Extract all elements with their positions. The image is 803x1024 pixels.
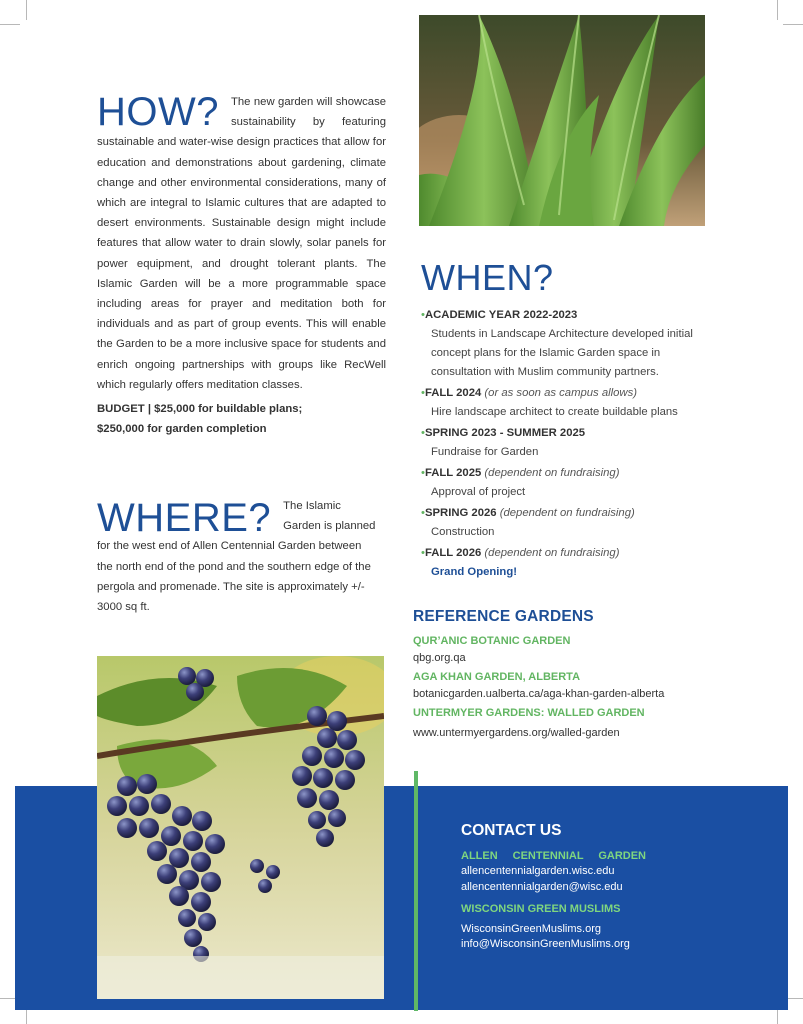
timeline-desc: Students in Landscape Architecture developed initial concept plans for the Islamic Garden space in consultation with Muslim community partners.	[431, 328, 693, 378]
timeline-title: ACADEMIC YEAR 2022-2023	[424, 309, 578, 321]
timeline-item	[421, 504, 711, 542]
contact-org-name: ALLEN CENTENNIAL GARDEN	[461, 849, 646, 862]
when-heading: WHEN?	[421, 257, 554, 298]
timeline-desc: Construction	[431, 526, 495, 538]
timeline-item	[421, 464, 711, 502]
crop-mark	[783, 24, 803, 25]
reference-gardens-heading: REFERENCE GARDENS	[413, 608, 594, 625]
contact-email[interactable]: info@WisconsinGreenMuslims.org	[461, 938, 630, 950]
contact-org-name: WISCONSIN GREEN MUSLIMS	[461, 903, 621, 915]
timeline-note: (or as soon as campus allows)	[484, 387, 637, 399]
contact-section	[461, 823, 646, 953]
crop-mark	[0, 24, 20, 25]
timeline-item	[421, 384, 711, 422]
timeline-title: FALL 2024	[424, 387, 482, 399]
where-section	[97, 496, 377, 617]
timeline-title: FALL 2025	[424, 467, 482, 479]
reference-garden-name: UNTERMYER GARDENS: WALLED GARDEN	[413, 707, 645, 719]
reference-garden-url[interactable]: qbg.org.qa	[413, 652, 466, 664]
contact-heading: CONTACT US	[461, 822, 562, 839]
where-heading: WHERE?	[97, 496, 272, 540]
reference-garden-url[interactable]: www.untermyergardens.org/walled-garden	[413, 727, 620, 739]
timeline-title: SPRING 2023 - SUMMER 2025	[424, 427, 586, 439]
timeline-item	[421, 424, 711, 462]
how-heading: HOW?	[97, 90, 219, 134]
budget-line-1: BUDGET | $25,000 for buildable plans;	[97, 403, 303, 416]
contact-website[interactable]: WisconsinGreenMuslims.org	[461, 922, 601, 935]
timeline-note: (dependent on fundraising)	[484, 547, 620, 559]
timeline-desc: Approval of project	[431, 486, 526, 498]
how-body: The new garden will showcase sustainability by featuring sustainable and water-wise design practices that allow for education and demonstrations about gardening, climate change and other environmental considerations, many of which are integral to Islamic cultures that are adapted to desert environments. Sustainable design might include features that allow water to drain slowly, solar panels for power equipment, and drought tolerant plants. The Islamic Garden will be a more programmable space including areas for prayer and meditation both for individuals and as part of group events. This will enable the Garden to be a more inclusive space for students and enrich ongoing partnerships with groups like RecWell which regularly offers meditation classes.	[97, 96, 386, 391]
bullet-icon: •	[421, 387, 425, 399]
timeline-desc: Hire landscape architect to create buildable plans	[431, 406, 678, 418]
budget-line-2: $250,000 for garden completion	[97, 423, 267, 436]
crop-mark	[777, 0, 778, 20]
contact-website[interactable]: allencentennialgarden.wisc.edu	[461, 865, 615, 877]
reference-garden-name: AGA KHAN GARDEN, ALBERTA	[413, 671, 581, 683]
reference-garden-name: QUR’ANIC BOTANIC GARDEN	[413, 635, 571, 647]
bullet-icon: •	[421, 427, 425, 439]
timeline-title: FALL 2026	[424, 547, 482, 559]
contact-email[interactable]: allencentennialgarden@wisc.edu	[461, 880, 623, 893]
timeline-note: (dependent on fundraising)	[499, 507, 635, 519]
where-body: The Islamic Garden is planned for the west end of Allen Centennial Garden between the north end of the pond and the southern edge of the pergola and promenade. The site is approximately +/- 3000 sq ft.	[97, 500, 376, 614]
aloe-plant-photo	[419, 15, 705, 226]
timeline	[421, 306, 711, 584]
timeline-desc: Fundraise for Garden	[431, 446, 539, 458]
crop-mark	[26, 0, 27, 20]
reference-gardens	[413, 608, 713, 744]
timeline-item	[421, 306, 711, 382]
bullet-icon: •	[421, 309, 425, 321]
grand-opening-text: Grand Opening!	[431, 566, 517, 578]
bullet-icon: •	[421, 547, 425, 559]
bullet-icon: •	[421, 507, 425, 519]
bullet-icon: •	[421, 467, 425, 479]
timeline-note: (dependent on fundraising)	[484, 467, 620, 479]
how-section	[97, 92, 386, 439]
timeline-title: SPRING 2026	[424, 507, 497, 519]
grape-cluster-photo	[97, 656, 384, 999]
reference-garden-url[interactable]: botanicgarden.ualberta.ca/aga-khan-garden-alberta	[413, 688, 665, 700]
timeline-item	[421, 544, 711, 582]
divider	[414, 771, 418, 1011]
